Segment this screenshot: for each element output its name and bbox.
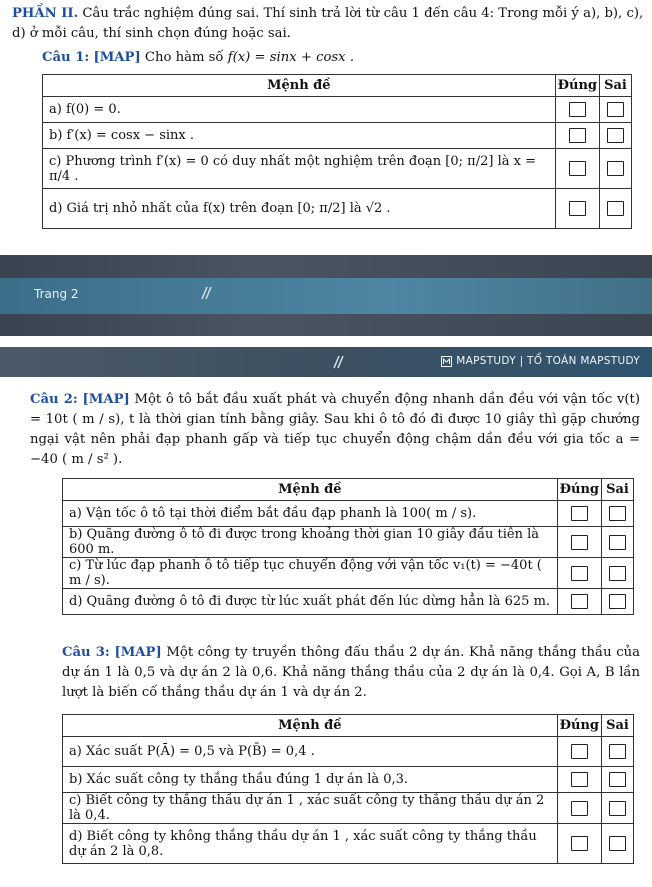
table-row bbox=[43, 149, 632, 189]
table-row bbox=[63, 767, 634, 793]
statement-cell: a) Vận tốc ô tô tại thời điểm bắt đầu đạp phanh là 100( m / s). bbox=[63, 501, 558, 527]
page-number: Trang 2 bbox=[34, 287, 79, 301]
false-checkbox[interactable] bbox=[609, 744, 626, 759]
true-checkbox[interactable] bbox=[571, 772, 588, 787]
q2-tag: [MAP] bbox=[82, 392, 130, 407]
true-checkbox[interactable] bbox=[571, 594, 588, 609]
part-instructions: Câu trắc nghiệm đúng sai. Thí sinh trả lời từ câu 1 đến câu 4: Trong mỗi ý a), b), c), d) ở mỗi câu, thí sinh chọn đúng hoặc sai. bbox=[12, 6, 644, 41]
false-checkbox[interactable] bbox=[609, 801, 626, 816]
q3-text: Một công ty truyền thông đấu thầu 2 dự án. Khả năng thắng thầu của dự án 1 là 0,5 và dự án 2 là 0,6. Khả năng thắng thầu của 2 dự án là 0,4. Gọi A, B lần lượt là biến cố thắng thầu dự án 1 và dự án 2. bbox=[62, 645, 640, 700]
true-checkbox[interactable] bbox=[571, 566, 588, 581]
false-checkbox[interactable] bbox=[609, 566, 626, 581]
q2-text: Một ô tô bắt đầu xuất phát và chuyển động nhanh dần đều với vận tốc v(t) = 10t ( m / s), t là thời gian tính bằng giây. Sau khi ô tô đó đi được 10 giây thì gặp chướng ngại vật nên phải đạp phanh gấp và tiếp tục chuyển động chậm dần đều với gia tốc a = −40 ( m / s² ). bbox=[30, 392, 640, 467]
table-question-3 bbox=[62, 714, 634, 864]
table-row bbox=[43, 97, 632, 123]
false-checkbox[interactable] bbox=[609, 772, 626, 787]
statement-cell: d) Quãng đường ô tô đi được từ lúc xuất phát đến lúc dừng hẳn là 625 m. bbox=[63, 589, 558, 615]
false-checkbox[interactable] bbox=[609, 836, 626, 851]
col-statement: Mệnh đề bbox=[63, 715, 558, 737]
statement-cell: a) f(0) = 0. bbox=[43, 97, 556, 123]
table-row bbox=[63, 737, 634, 767]
col-statement: Mệnh đề bbox=[43, 75, 556, 97]
true-checkbox[interactable] bbox=[571, 801, 588, 816]
q1-text: Cho hàm số bbox=[140, 50, 228, 65]
statement-cell: d) Biết công ty không thắng thầu dự án 1 , xác suất công ty thắng thầu dự án 2 là 0,8. bbox=[63, 824, 558, 864]
col-statement: Mệnh đề bbox=[63, 479, 558, 501]
statement-cell: b) Quãng đường ô tô đi được trong khoảng thời gian 10 giây đầu tiên là 600 m. bbox=[63, 527, 558, 558]
mapstudy-logo-icon bbox=[441, 356, 452, 367]
question-1 bbox=[42, 48, 354, 68]
q1-label: Câu 1: bbox=[42, 50, 90, 65]
question-2 bbox=[30, 390, 640, 470]
false-checkbox[interactable] bbox=[607, 128, 624, 143]
statement-cell: b) Xác suất công ty thắng thầu đúng 1 dự án là 0,3. bbox=[63, 767, 558, 793]
col-true: Đúng bbox=[555, 75, 599, 97]
true-checkbox[interactable] bbox=[569, 102, 586, 117]
table-row bbox=[63, 824, 634, 864]
page-footer-bar bbox=[0, 278, 652, 314]
false-checkbox[interactable] bbox=[607, 102, 624, 117]
true-checkbox[interactable] bbox=[571, 836, 588, 851]
false-checkbox[interactable] bbox=[607, 161, 624, 176]
true-checkbox[interactable] bbox=[571, 506, 588, 521]
statement-cell: c) Biết công ty thắng thầu dự án 1 , xác suất công ty thắng thầu dự án 2 là 0,4. bbox=[63, 793, 558, 824]
false-checkbox[interactable] bbox=[607, 201, 624, 216]
part-heading: PHẦN II. bbox=[12, 6, 79, 21]
slash-decoration-icon bbox=[198, 286, 214, 300]
table-row bbox=[63, 501, 634, 527]
true-checkbox[interactable] bbox=[571, 744, 588, 759]
statement-cell: a) Xác suất P(Ā) = 0,5 và P(B̄) = 0,4 . bbox=[63, 737, 558, 767]
table-header-row bbox=[63, 479, 634, 501]
q3-label: Câu 3: bbox=[62, 645, 110, 660]
table-question-1 bbox=[42, 74, 632, 229]
false-checkbox[interactable] bbox=[609, 594, 626, 609]
true-checkbox[interactable] bbox=[569, 161, 586, 176]
table-header-row bbox=[63, 715, 634, 737]
col-true: Đúng bbox=[557, 479, 601, 501]
part-intro bbox=[12, 4, 644, 44]
col-false: Sai bbox=[600, 75, 632, 97]
true-checkbox[interactable] bbox=[569, 128, 586, 143]
true-checkbox[interactable] bbox=[569, 201, 586, 216]
col-true: Đúng bbox=[557, 715, 601, 737]
col-false: Sai bbox=[602, 479, 634, 501]
question-3 bbox=[62, 643, 640, 703]
q1-tag: [MAP] bbox=[93, 50, 141, 65]
table-row bbox=[63, 527, 634, 558]
header-title: MAPSTUDY | TỔ TOÁN MAPSTUDY bbox=[456, 355, 640, 367]
statement-cell: c) Từ lúc đạp phanh ô tô tiếp tục chuyển động với vận tốc v₁(t) = −40t ( m / s). bbox=[63, 558, 558, 589]
table-header-row bbox=[43, 75, 632, 97]
table-row bbox=[63, 793, 634, 824]
page-header bbox=[441, 355, 640, 367]
table-row bbox=[63, 589, 634, 615]
statement-cell: c) Phương trình f′(x) = 0 có duy nhất một nghiệm trên đoạn [0; π/2] là x = π/4 . bbox=[43, 149, 556, 189]
false-checkbox[interactable] bbox=[609, 535, 626, 550]
q3-tag: [MAP] bbox=[114, 645, 162, 660]
table-row bbox=[43, 123, 632, 149]
statement-cell: d) Giá trị nhỏ nhất của f(x) trên đoạn [0; π/2] là √2 . bbox=[43, 189, 556, 229]
table-question-2 bbox=[62, 478, 634, 615]
slash-decoration-icon bbox=[330, 355, 346, 369]
true-checkbox[interactable] bbox=[571, 535, 588, 550]
false-checkbox[interactable] bbox=[609, 506, 626, 521]
statement-cell: b) f′(x) = cosx − sinx . bbox=[43, 123, 556, 149]
q2-label: Câu 2: bbox=[30, 392, 78, 407]
q1-formula: f(x) = sinx + cosx . bbox=[227, 50, 355, 65]
table-row bbox=[63, 558, 634, 589]
col-false: Sai bbox=[602, 715, 634, 737]
table-row bbox=[43, 189, 632, 229]
